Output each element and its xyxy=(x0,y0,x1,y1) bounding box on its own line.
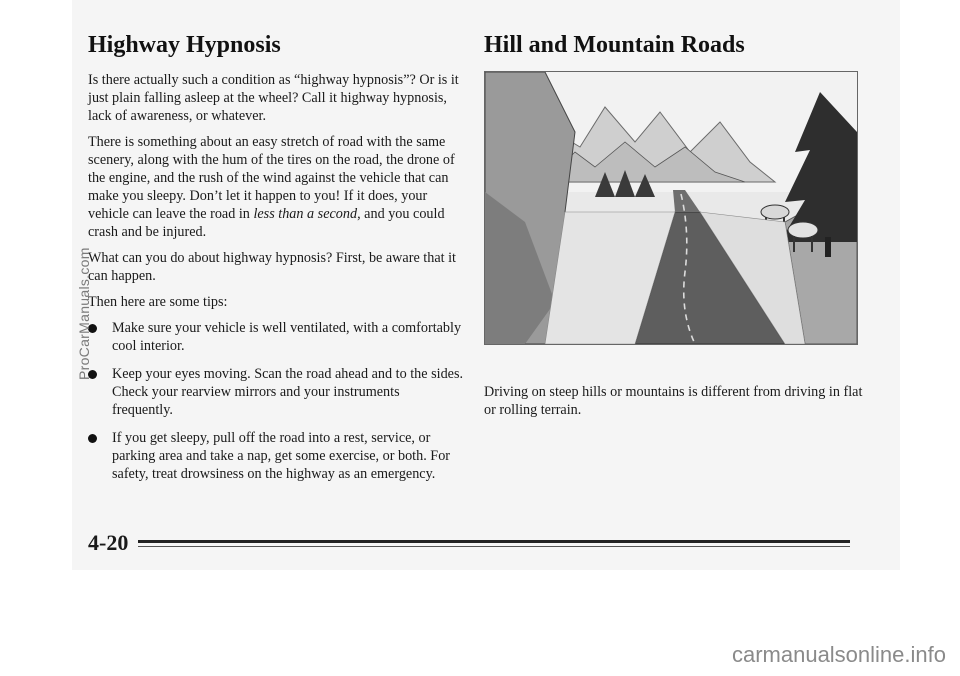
paragraph-sleepy xyxy=(88,133,464,241)
paragraph-what-can-you-do: What can you do about highway hypnosis? First, be aware that it can happen. xyxy=(88,250,457,284)
tip-item xyxy=(88,365,464,419)
heading-hill-mountain-roads: Hill and Mountain Roads xyxy=(484,32,745,58)
side-watermark: ProCarManuals.com xyxy=(76,247,92,380)
right-column xyxy=(484,32,864,427)
paragraph-tips-intro: Then here are some tips: xyxy=(88,294,228,310)
tip-text: Make sure your vehicle is well ventilated, with a comfortably cool interior. xyxy=(112,320,462,354)
caption-hill-roads: Driving on steep hills or mountains is different from driving in flat or rolling terrain. xyxy=(484,384,863,418)
tip-item xyxy=(88,429,464,483)
tip-item xyxy=(88,319,464,355)
mountain-road-illustration xyxy=(484,71,858,345)
paragraph-sleepy-text-1: There is something about an easy stretch of road with the same scenery, along with the hum of the tires on the road, the drone of the engine, and the rush of the wind against the vehicle that can make you sleepy. Don’t let it happen to you! If it does, your vehicle can leave the road in xyxy=(88,134,455,222)
paragraph-intro: Is there actually such a condition as “highway hypnosis”? Or is it just plain falling asleep at the wheel? Call it highway hypnosis, lack of awareness, or whatever. xyxy=(88,72,459,124)
tip-text: Keep your eyes moving. Scan the road ahead and to the sides. Check your rearview mirrors and your instruments frequently. xyxy=(112,366,464,418)
footer-rule xyxy=(138,540,850,543)
left-column xyxy=(88,32,464,493)
tips-list xyxy=(88,319,464,483)
tip-text: If you get sleepy, pull off the road into a rest, service, or parking area and take a nap, get some exercise, or both. For safety, treat drowsiness on the highway as an emergency. xyxy=(112,430,451,482)
paragraph-sleepy-text-2: , and you could crash and be injured. xyxy=(88,206,445,240)
heading-highway-hypnosis: Highway Hypnosis xyxy=(88,32,281,58)
bottom-watermark: carmanualsonline.info xyxy=(731,642,946,667)
paragraph-sleepy-emphasis: less than a second xyxy=(253,206,358,222)
footer-rule-thin xyxy=(138,546,850,547)
page-number: 4-20 xyxy=(88,530,129,555)
bullet-icon xyxy=(88,434,97,443)
